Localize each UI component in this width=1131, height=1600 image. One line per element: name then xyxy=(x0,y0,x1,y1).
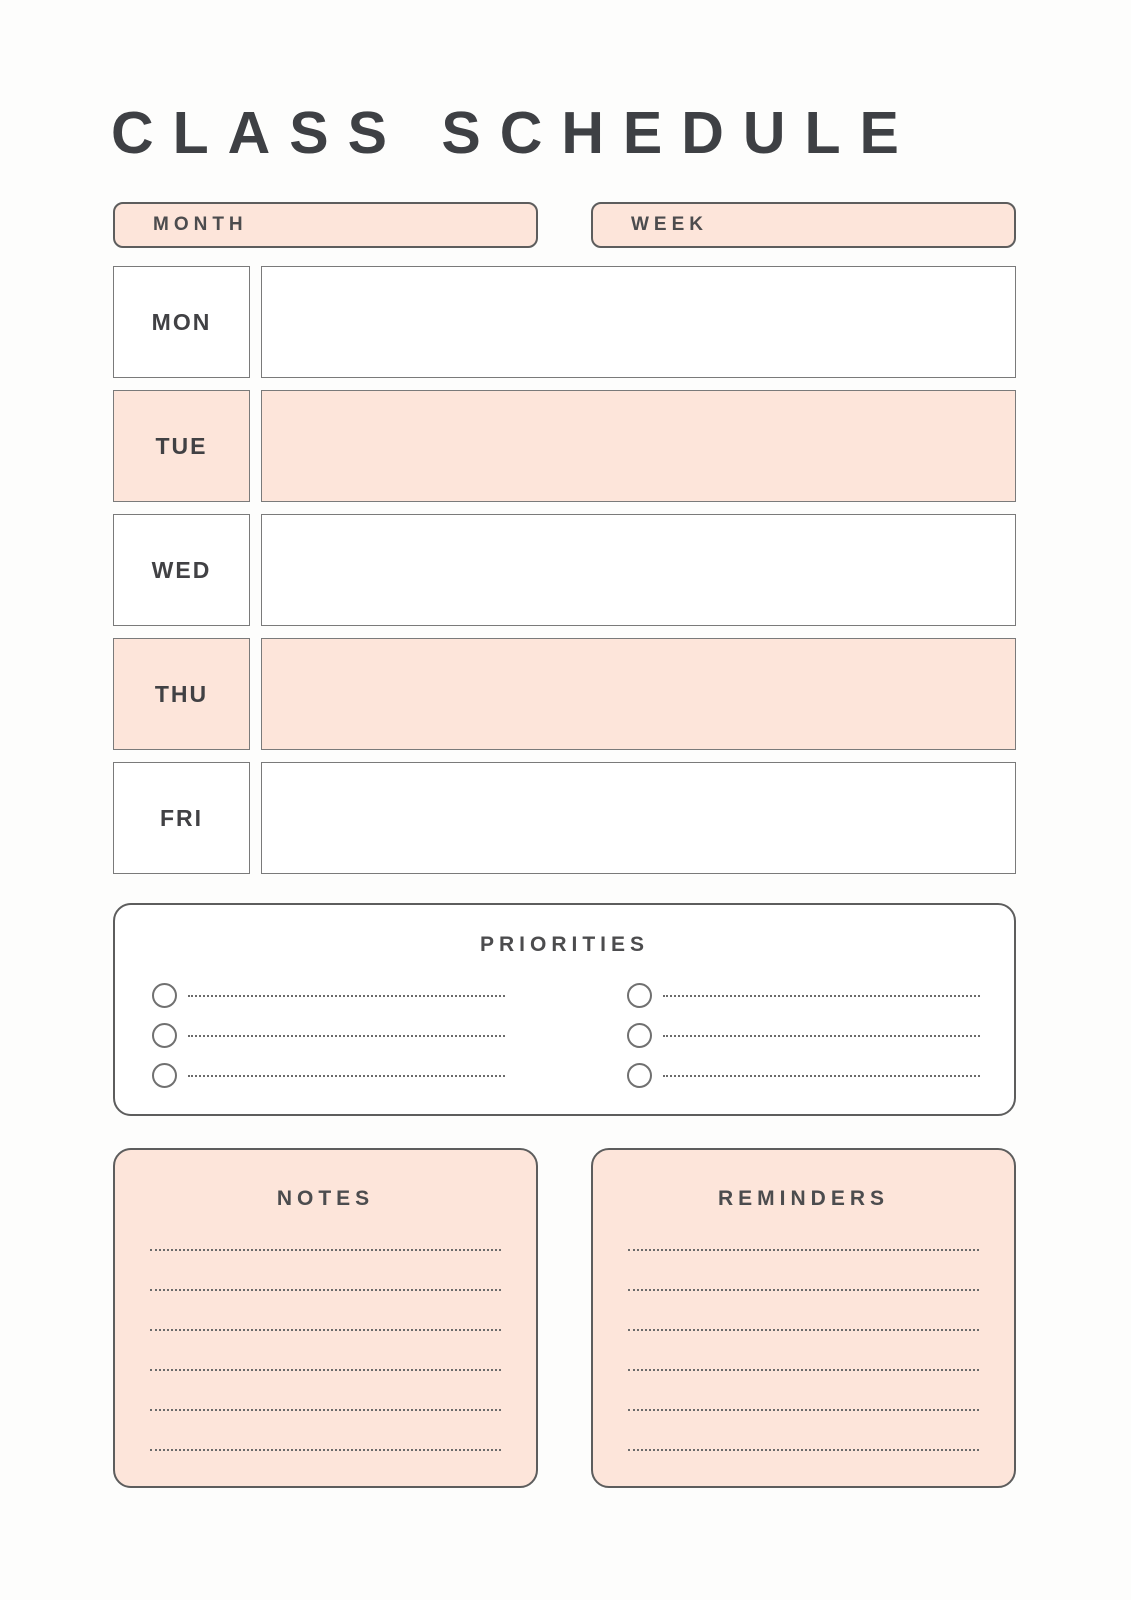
day-label-cell xyxy=(113,514,250,626)
weekly-schedule-table xyxy=(113,266,1016,874)
day-row-wed xyxy=(113,514,1016,626)
page-title: CLASS SCHEDULE xyxy=(111,100,918,166)
day-content-cell[interactable] xyxy=(261,638,1016,750)
day-label-cell xyxy=(113,390,250,502)
week-field-label: WEEK xyxy=(631,214,708,235)
reminders-write-line[interactable] xyxy=(628,1251,979,1291)
reminders-write-line[interactable] xyxy=(628,1331,979,1371)
day-label: MON xyxy=(151,308,212,335)
priority-checkbox-circle[interactable] xyxy=(152,983,177,1008)
day-label-cell xyxy=(113,638,250,750)
priority-checkbox-circle[interactable] xyxy=(152,1063,177,1088)
notes-write-line[interactable] xyxy=(150,1251,501,1291)
priority-item xyxy=(152,1023,505,1048)
day-content-cell[interactable] xyxy=(261,762,1016,874)
day-label-cell xyxy=(113,762,250,874)
priority-write-line[interactable] xyxy=(663,1075,980,1077)
day-row-thu xyxy=(113,638,1016,750)
priority-item xyxy=(627,1063,980,1088)
day-content-cell[interactable] xyxy=(261,266,1016,378)
day-label: TUE xyxy=(155,432,208,459)
day-content-cell[interactable] xyxy=(261,390,1016,502)
day-content-cell[interactable] xyxy=(261,514,1016,626)
month-field[interactable] xyxy=(113,202,538,248)
reminders-write-line[interactable] xyxy=(628,1291,979,1331)
priority-write-line[interactable] xyxy=(663,995,980,997)
priority-checkbox-circle[interactable] xyxy=(152,1023,177,1048)
notes-write-line[interactable] xyxy=(150,1211,501,1251)
reminders-section xyxy=(591,1148,1016,1488)
reminders-write-line[interactable] xyxy=(628,1371,979,1411)
priorities-list xyxy=(152,983,980,1088)
notes-write-line[interactable] xyxy=(150,1411,501,1451)
day-label: THU xyxy=(154,680,209,707)
day-label: FRI xyxy=(159,804,204,831)
week-field[interactable] xyxy=(591,202,1016,248)
reminders-write-line[interactable] xyxy=(628,1211,979,1251)
reminders-write-line[interactable] xyxy=(628,1411,979,1451)
notes-section xyxy=(113,1148,538,1488)
priority-write-line[interactable] xyxy=(188,1075,505,1077)
priorities-section xyxy=(113,903,1016,1116)
priority-write-line[interactable] xyxy=(188,995,505,997)
priority-item xyxy=(152,1063,505,1088)
priority-checkbox-circle[interactable] xyxy=(627,1023,652,1048)
notes-write-line[interactable] xyxy=(150,1331,501,1371)
notes-write-line[interactable] xyxy=(150,1291,501,1331)
day-row-mon xyxy=(113,266,1016,378)
notes-lines xyxy=(150,1211,501,1451)
day-label-cell xyxy=(113,266,250,378)
priority-write-line[interactable] xyxy=(188,1035,505,1037)
day-label: WED xyxy=(151,556,212,583)
reminders-title: REMINDERS xyxy=(717,1187,889,1210)
priority-item xyxy=(152,983,505,1008)
reminders-lines xyxy=(628,1211,979,1451)
month-field-label: MONTH xyxy=(153,214,248,235)
day-row-tue xyxy=(113,390,1016,502)
day-row-fri xyxy=(113,762,1016,874)
priority-item xyxy=(627,1023,980,1048)
priority-write-line[interactable] xyxy=(663,1035,980,1037)
priority-checkbox-circle[interactable] xyxy=(627,983,652,1008)
priority-item xyxy=(627,983,980,1008)
notes-title: NOTES xyxy=(276,1187,375,1210)
priority-checkbox-circle[interactable] xyxy=(627,1063,652,1088)
priorities-title: PRIORITIES xyxy=(479,933,650,956)
notes-write-line[interactable] xyxy=(150,1371,501,1411)
